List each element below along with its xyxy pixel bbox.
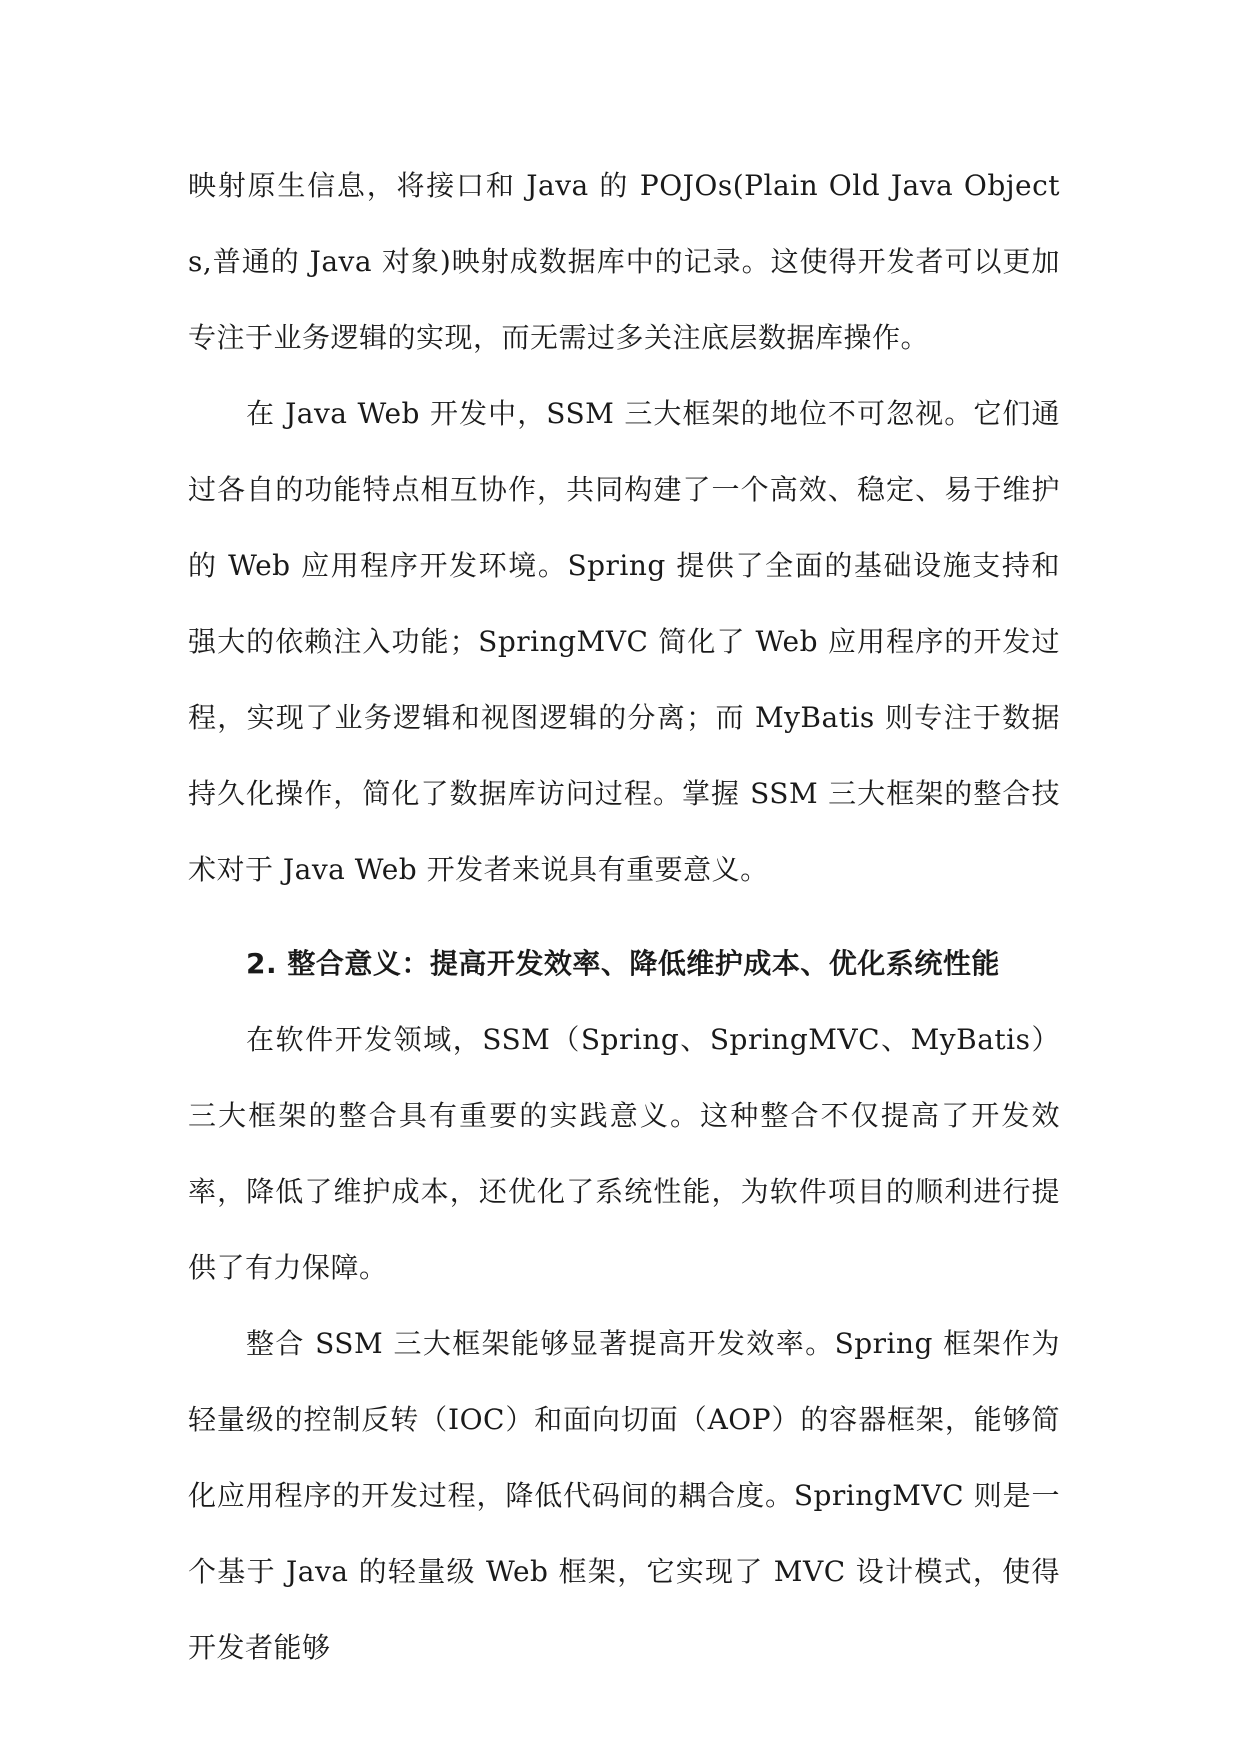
document-body (188, 148, 1060, 1686)
paragraph-integration-significance: 在软件开发领域，SSM（Spring、SpringMVC、MyBatis）三大框架的整合具有重要的实践意义。这种整合不仅提高了开发效率，降低了维护成本，还优化了系统性能，为软件项目的顺利进行提供了有力保障。 (188, 1023, 1060, 1284)
paragraph-mybatis-continuation: 映射原生信息，将接口和 Java 的 POJOs(Plain Old Java Objects,普通的 Java 对象)映射成数据库中的记录。这使得开发者可以更加专注于业务逻辑的实现，而无需过多关注底层数据库操作。 (188, 169, 1060, 354)
paragraph-development-efficiency: 整合 SSM 三大框架能够显著提高开发效率。Spring 框架作为轻量级的控制反转（IOC）和面向切面（AOP）的容器框架，能够简化应用程序的开发过程，降低代码间的耦合度。SpringMVC 则是一个基于 Java 的轻量级 Web 框架，它实现了 MVC 设计模式，使得开发者能够 (188, 1327, 1060, 1664)
section-heading: 2. 整合意义：提高开发效率、降低维护成本、优化系统性能 (246, 947, 1000, 980)
paragraph-ssm-role: 在 Java Web 开发中，SSM 三大框架的地位不可忽视。它们通过各自的功能特点相互协作，共同构建了一个高效、稳定、易于维护的 Web 应用程序开发环境。Spring 提供了全面的基础设施支持和强大的依赖注入功能；SpringMVC 简化了 Web 应用程序的开发过程，实现了业务逻辑和视图逻辑的分离；而 MyBatis 则专注于数据持久化操作，简化了数据库访问过程。掌握 SSM 三大框架的整合技术对于 Java Web 开发者来说具有重要意义。 (188, 397, 1060, 886)
